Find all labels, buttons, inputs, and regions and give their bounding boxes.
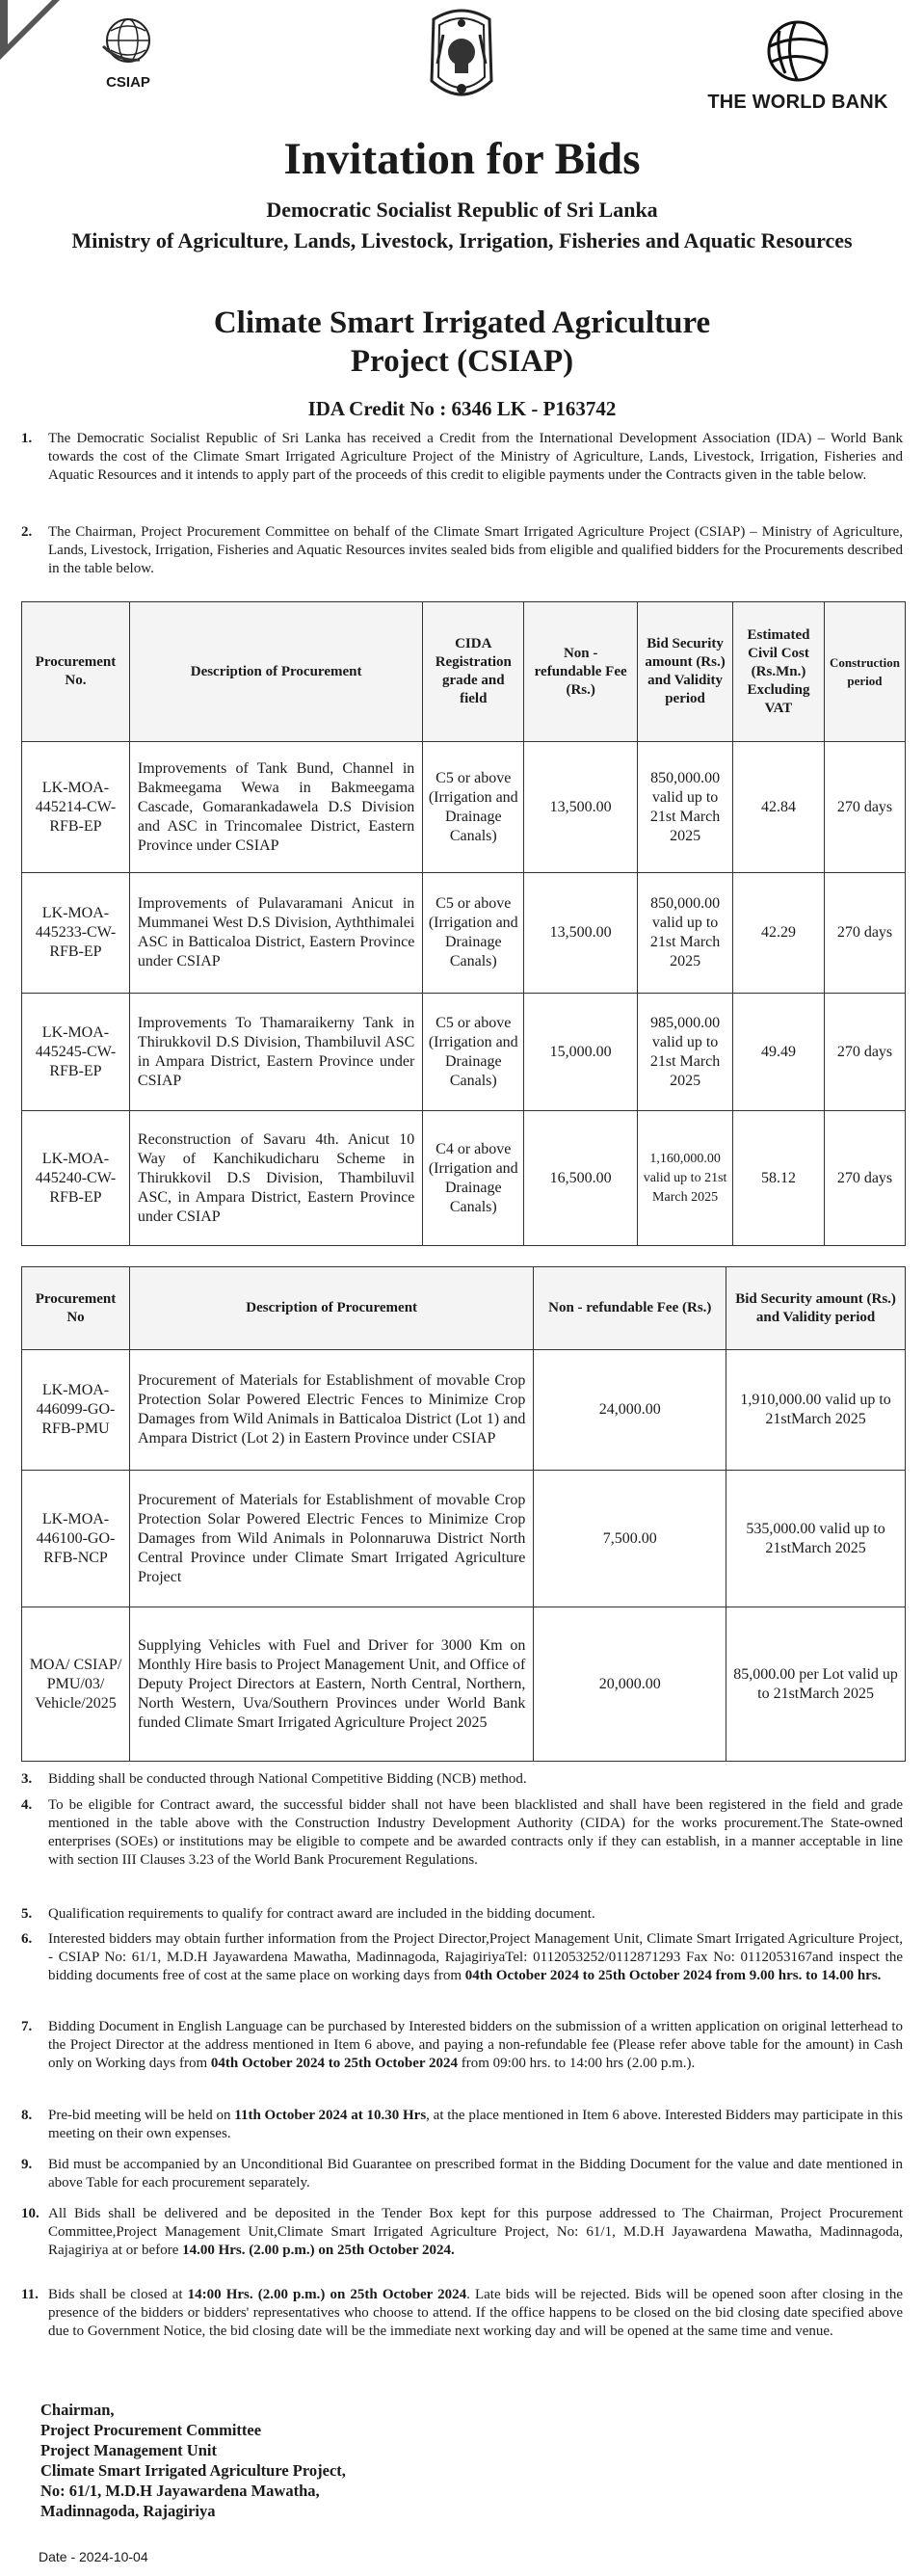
paragraph-text: The Democratic Socialist Republic of Sri Lanka has received a Credit from the International Development Association (IDA) – World Bank towards the cost of the Climate Smart Irrigated Agriculture Project of the Ministry of Agriculture, Lands, Livestock, Irrigation, Fisheries and Aquatic Resources and it intends to apply part of the proceeds of this credit to eligible payments under the Contracts given in the table below. xyxy=(48,431,903,483)
paragraph-1 xyxy=(21,430,903,485)
column-header: Description of Procurement xyxy=(129,1267,533,1350)
procurement-no: LK-MOA-445245-CW-RFB-EP xyxy=(22,994,130,1111)
column-header: Description of Procurement xyxy=(129,602,422,742)
paragraph-text-bold: 04th October 2024 to 25th October 2024 xyxy=(210,2056,459,2071)
paragraph-text-part: , at the place mentioned in Item 6 above. Interested Bidders may participate in this meeting on their own expenses. xyxy=(48,2108,904,2141)
procurement-no: LK-MOA-446099-GO-RFB-PMU xyxy=(22,1350,130,1471)
ministry-name: Ministry of Agriculture, Lands, Livestock, Irrigation, Fisheries and Aquatic Resources xyxy=(71,228,853,252)
works-procurement-table xyxy=(21,601,906,1246)
paragraph-11 xyxy=(21,2286,903,2341)
bid-security: 850,000.00 valid up to 21st March 2025 xyxy=(638,742,733,873)
paragraph-number: 9. xyxy=(21,2157,33,2172)
non-refundable-fee: 15,000.00 xyxy=(524,994,638,1111)
ida-credit: IDA Credit No : 6346 LK - P163742 xyxy=(307,397,617,420)
bid-security: 850,000.00 valid up to 21st March 2025 xyxy=(638,873,733,994)
paragraph-number: 6. xyxy=(21,1931,33,1947)
world-bank-label: THE WORLD BANK xyxy=(707,92,888,113)
paragraph-6 xyxy=(21,1930,903,1985)
paragraph-text-part: from 09:00 hrs. to 14:00 hrs (2.00 p.m.). xyxy=(458,2056,696,2071)
goods-procurement-table xyxy=(21,1266,906,1762)
paragraph-text xyxy=(48,2205,903,2260)
sri-lanka-emblem xyxy=(424,6,499,110)
bid-security: 1,160,000.00 valid up to 21st March 2025 xyxy=(638,1111,733,1246)
project-name xyxy=(0,304,924,381)
paragraph-number: 2. xyxy=(21,524,33,540)
construction-period: 270 days xyxy=(824,1111,905,1246)
paragraph-3 xyxy=(21,1770,903,1789)
document-date: Date - 2024-10-04 xyxy=(39,2549,148,2564)
bid-security: 535,000.00 valid up to 21stMarch 2025 xyxy=(726,1471,906,1607)
paragraph-5 xyxy=(21,1905,903,1924)
paragraph-text: Bid must be accompanied by an Unconditional Bid Guarantee on prescribed format in the Bidding Document for the value and date mentioned in above Table for each procurement separately. xyxy=(48,2157,903,2191)
paragraph-text-part: All Bids shall be delivered and be deposited in the Tender Box kept for this purpose addressed to The Chairman, Project Procurement Committee,Project Management Unit,Climate Smart Irrigated Agriculture Project, No: 61/1, M.D.H Jayawardena Mawatha, Madinnagoda, Rajagiriya at or before xyxy=(48,2206,903,2258)
non-refundable-fee: 13,500.00 xyxy=(524,873,638,994)
table-row xyxy=(22,742,906,873)
paragraph-text: Qualification requirements to qualify for contract award are included in the bidding document. xyxy=(48,1906,595,1922)
corner-decoration-inner xyxy=(8,0,52,44)
estimated-cost: 58.12 xyxy=(733,1111,825,1246)
procurement-no: LK-MOA-445240-CW-RFB-EP xyxy=(22,1111,130,1246)
paragraph-text: The Chairman, Project Procurement Committee on behalf of the Climate Smart Irrigated Agriculture Project (CSIAP) – Ministry of Agriculture, Lands, Livestock, Irrigation, Fisheries and Aquatic Resources invites sealed bids from eligible and qualified bidders for the Procurements described in the table below. xyxy=(48,524,903,576)
project-name-text: Climate Smart Irrigated Agriculture Project (CSIAP) xyxy=(213,305,711,379)
paragraph-text-bold: 14.00 Hrs. (2.00 p.m.) on 25th October 2024. xyxy=(182,2243,455,2258)
column-header: Bid Security amount (Rs.) and Validity period xyxy=(638,602,733,742)
closing-line: No: 61/1, M.D.H Jayawardena Mawatha, xyxy=(40,2482,320,2500)
procurement-description: Improvements of Tank Bund, Channel in Bakmeegama Wewa in Bakmeegama Cascade, Gomarankadawela D.S Division and ASC in Trincomalee District, Eastern Province under CSIAP xyxy=(129,742,422,873)
closing-line: Madinnagoda, Rajagiriya xyxy=(40,2502,216,2520)
paragraph-text: To be eligible for Contract award, the successful bidder shall not have been blacklisted and shall have been registered in the field and grade mentioned in the table above with the Construction Industry Development Authority (CIDA) for the works procurement.The State-owned enterprises (SOEs) or institutions may be eligible to compete and be awarded contracts only if they can establish, in a manner acceptable in line with section III Clauses 3.23 of the World Bank Procurement Regulations. xyxy=(48,1797,903,1868)
table-row xyxy=(22,1607,906,1762)
paragraph-number: 8. xyxy=(21,2108,33,2123)
paragraph-number: 4. xyxy=(21,1797,33,1813)
column-header: Estimated Civil Cost (Rs.Mn.) Excluding VAT xyxy=(733,602,825,742)
procurement-no: LK-MOA-445233-CW-RFB-EP xyxy=(22,873,130,994)
paragraph-text-part: Interested bidders may obtain further information from the Project Director,Project Management Unit, Climate Smart Irrigated Agriculture Project, - CSIAP No: 61/1, M.D.H Jayawardena Mawatha, Madinnagoda, RajagiriyaTel: 0112053252/0112871293 Fax No: 0112053167and inspect the bidding documents free of cost at the same place on working days from xyxy=(48,1931,903,1983)
bid-security: 985,000.00 valid up to 21st March 2025 xyxy=(638,994,733,1111)
non-refundable-fee: 13,500.00 xyxy=(524,742,638,873)
cida-grade: C5 or above (Irrigation and Drainage Canals) xyxy=(423,742,524,873)
paragraph-number: 3. xyxy=(21,1771,33,1787)
procurement-description: Procurement of Materials for Establishment of movable Crop Protection Solar Powered Electric Fences to Minimize Crop Damages from Wild Animals in Batticaloa District (Lot 1) and Ampara District (Lot 2) in Eastern Province under CSIAP xyxy=(129,1350,533,1471)
estimated-cost: 49.49 xyxy=(733,994,825,1111)
world-bank-globe-icon xyxy=(766,19,830,83)
column-header: CIDA Registration grade and field xyxy=(423,602,524,742)
procurement-description: Supplying Vehicles with Fuel and Driver for 3000 Km on Monthly Hire basis to Project Management Unit, and Office of Deputy Project Directors at Eastern, North Central, Northern, North Western, Uva/Southern Provinces under World Bank funded Climate Smart Irrigated Agriculture Project 2025 xyxy=(129,1607,533,1762)
paragraph-text-part: Bids shall be closed at xyxy=(48,2287,188,2302)
table-header-row xyxy=(22,1267,906,1350)
non-refundable-fee: 16,500.00 xyxy=(524,1111,638,1246)
paragraph-text xyxy=(48,1930,903,1985)
country-name: Democratic Socialist Republic of Sri Lanka xyxy=(266,198,658,222)
table-row xyxy=(22,1350,906,1471)
cida-grade: C5 or above (Irrigation and Drainage Canals) xyxy=(423,994,524,1111)
construction-period: 270 days xyxy=(824,742,905,873)
paragraph-text xyxy=(48,2018,903,2073)
column-header: Procurement No xyxy=(22,1267,130,1350)
paragraph-text-bold: 11th October 2024 at 10.30 Hrs xyxy=(234,2108,427,2123)
construction-period: 270 days xyxy=(824,873,905,994)
procurement-no: LK-MOA-445214-CW-RFB-EP xyxy=(22,742,130,873)
cida-grade: C4 or above (Irrigation and Drainage Canals) xyxy=(423,1111,524,1246)
procurement-description: Improvements To Thamaraikerny Tank in Thirukkovil D.S Division, Thambiluvil ASC in Ampara District, Eastern Province under CSIAP xyxy=(129,994,422,1111)
procurement-no: MOA/ CSIAP/ PMU/03/ Vehicle/2025 xyxy=(22,1607,130,1762)
table-row xyxy=(22,1111,906,1246)
world-bank-logo xyxy=(692,19,904,114)
table-row xyxy=(22,1471,906,1607)
non-refundable-fee: 24,000.00 xyxy=(534,1350,726,1471)
paragraph-text-part: . Late bids will be rejected. Bids will be opened soon after closing in the presence of the bidders or bidders' representatives who choose to attend. If the office happens to be closed on the bid closing date specified above due to Government Notice, the bid closing date will be the immediate next working day and will be opened at the same time and venue. xyxy=(48,2287,903,2339)
csiap-globe-icon xyxy=(101,13,155,67)
paragraph-text xyxy=(48,2107,903,2143)
bid-security: 1,910,000.00 valid up to 21stMarch 2025 xyxy=(726,1350,906,1471)
csiap-logo-label: CSIAP xyxy=(106,74,150,91)
sri-lanka-emblem-icon xyxy=(424,6,499,110)
closing-line: Climate Smart Irrigated Agriculture Project, xyxy=(40,2461,346,2480)
procurement-description: Reconstruction of Savaru 4th. Anicut 10 Way of Kanchikudicharu Scheme in Thirukkovil D.S Division, Thambiluvil ASC, in Ampara District, Eastern Province under CSIAP xyxy=(129,1111,422,1246)
paragraph-text-part: Bidding Document in English Language can be purchased by Interested bidders on the submission of a written application on original letterhead to the Project Director at the address mentioned in Item 6 above, and paying a non-refundable fee (Please refer above table for the amount) in Cash only on Working days from xyxy=(48,2019,903,2071)
cida-grade: C5 or above (Irrigation and Drainage Canals) xyxy=(423,873,524,994)
paragraph-8 xyxy=(21,2107,903,2143)
non-refundable-fee: 7,500.00 xyxy=(534,1471,726,1607)
closing-line: Project Management Unit xyxy=(40,2441,217,2459)
paragraph-number: 7. xyxy=(21,2019,33,2034)
procurement-no: LK-MOA-446100-GO-RFB-NCP xyxy=(22,1471,130,1607)
column-header: Non - refundable Fee (Rs.) xyxy=(534,1267,726,1350)
paragraph-text: Bidding shall be conducted through National Competitive Bidding (NCB) method. xyxy=(48,1771,527,1787)
estimated-cost: 42.29 xyxy=(733,873,825,994)
page-title: Invitation for Bids xyxy=(283,134,641,184)
paragraph-number: 11. xyxy=(21,2287,39,2302)
estimated-cost: 42.84 xyxy=(733,742,825,873)
paragraph-2 xyxy=(21,523,903,578)
paragraph-number: 10. xyxy=(21,2206,40,2221)
paragraph-text-part: Pre-bid meeting will be held on xyxy=(48,2108,235,2123)
column-header: Bid Security amount (Rs.) and Validity period xyxy=(726,1267,906,1350)
csiap-logo xyxy=(85,13,172,91)
closing-block xyxy=(40,2400,346,2521)
column-header: Procurement No. xyxy=(22,602,130,742)
column-header: Construction period xyxy=(824,602,905,742)
closing-line: Chairman, xyxy=(40,2401,115,2419)
paragraph-10 xyxy=(21,2205,903,2260)
paragraph-number: 5. xyxy=(21,1906,33,1922)
paragraph-7 xyxy=(21,2018,903,2073)
bid-security: 85,000.00 per Lot valid up to 21stMarch 2025 xyxy=(726,1607,906,1762)
paragraph-text-bold: 04th October 2024 to 25th October 2024 from 9.00 hrs. to 14.00 hrs. xyxy=(464,1968,882,1983)
column-header: Non - refundable Fee (Rs.) xyxy=(524,602,638,742)
paragraph-text xyxy=(48,2286,903,2341)
closing-line: Project Procurement Committee xyxy=(40,2421,262,2439)
procurement-description: Procurement of Materials for Establishment of movable Crop Protection Solar Powered Electric Fences to Minimize Crop Damages from Wild Animals in Polonnaruwa District North Central Province under Climate Smart Irrigated Agriculture Project xyxy=(129,1471,533,1607)
procurement-description: Improvements of Pulavaramani Anicut in Mummanei West D.S Division, Ayththimalei ASC in Batticaloa District, Eastern Province under CSIAP xyxy=(129,873,422,994)
paragraph-4 xyxy=(21,1796,903,1870)
construction-period: 270 days xyxy=(824,994,905,1111)
table-row xyxy=(22,873,906,994)
non-refundable-fee: 20,000.00 xyxy=(534,1607,726,1762)
paragraph-9 xyxy=(21,2156,903,2192)
table-row xyxy=(22,994,906,1111)
paragraph-number: 1. xyxy=(21,431,33,446)
paragraph-text-bold: 14:00 Hrs. (2.00 p.m.) on 25th October 2024 xyxy=(187,2287,467,2302)
table-header-row xyxy=(22,602,906,742)
